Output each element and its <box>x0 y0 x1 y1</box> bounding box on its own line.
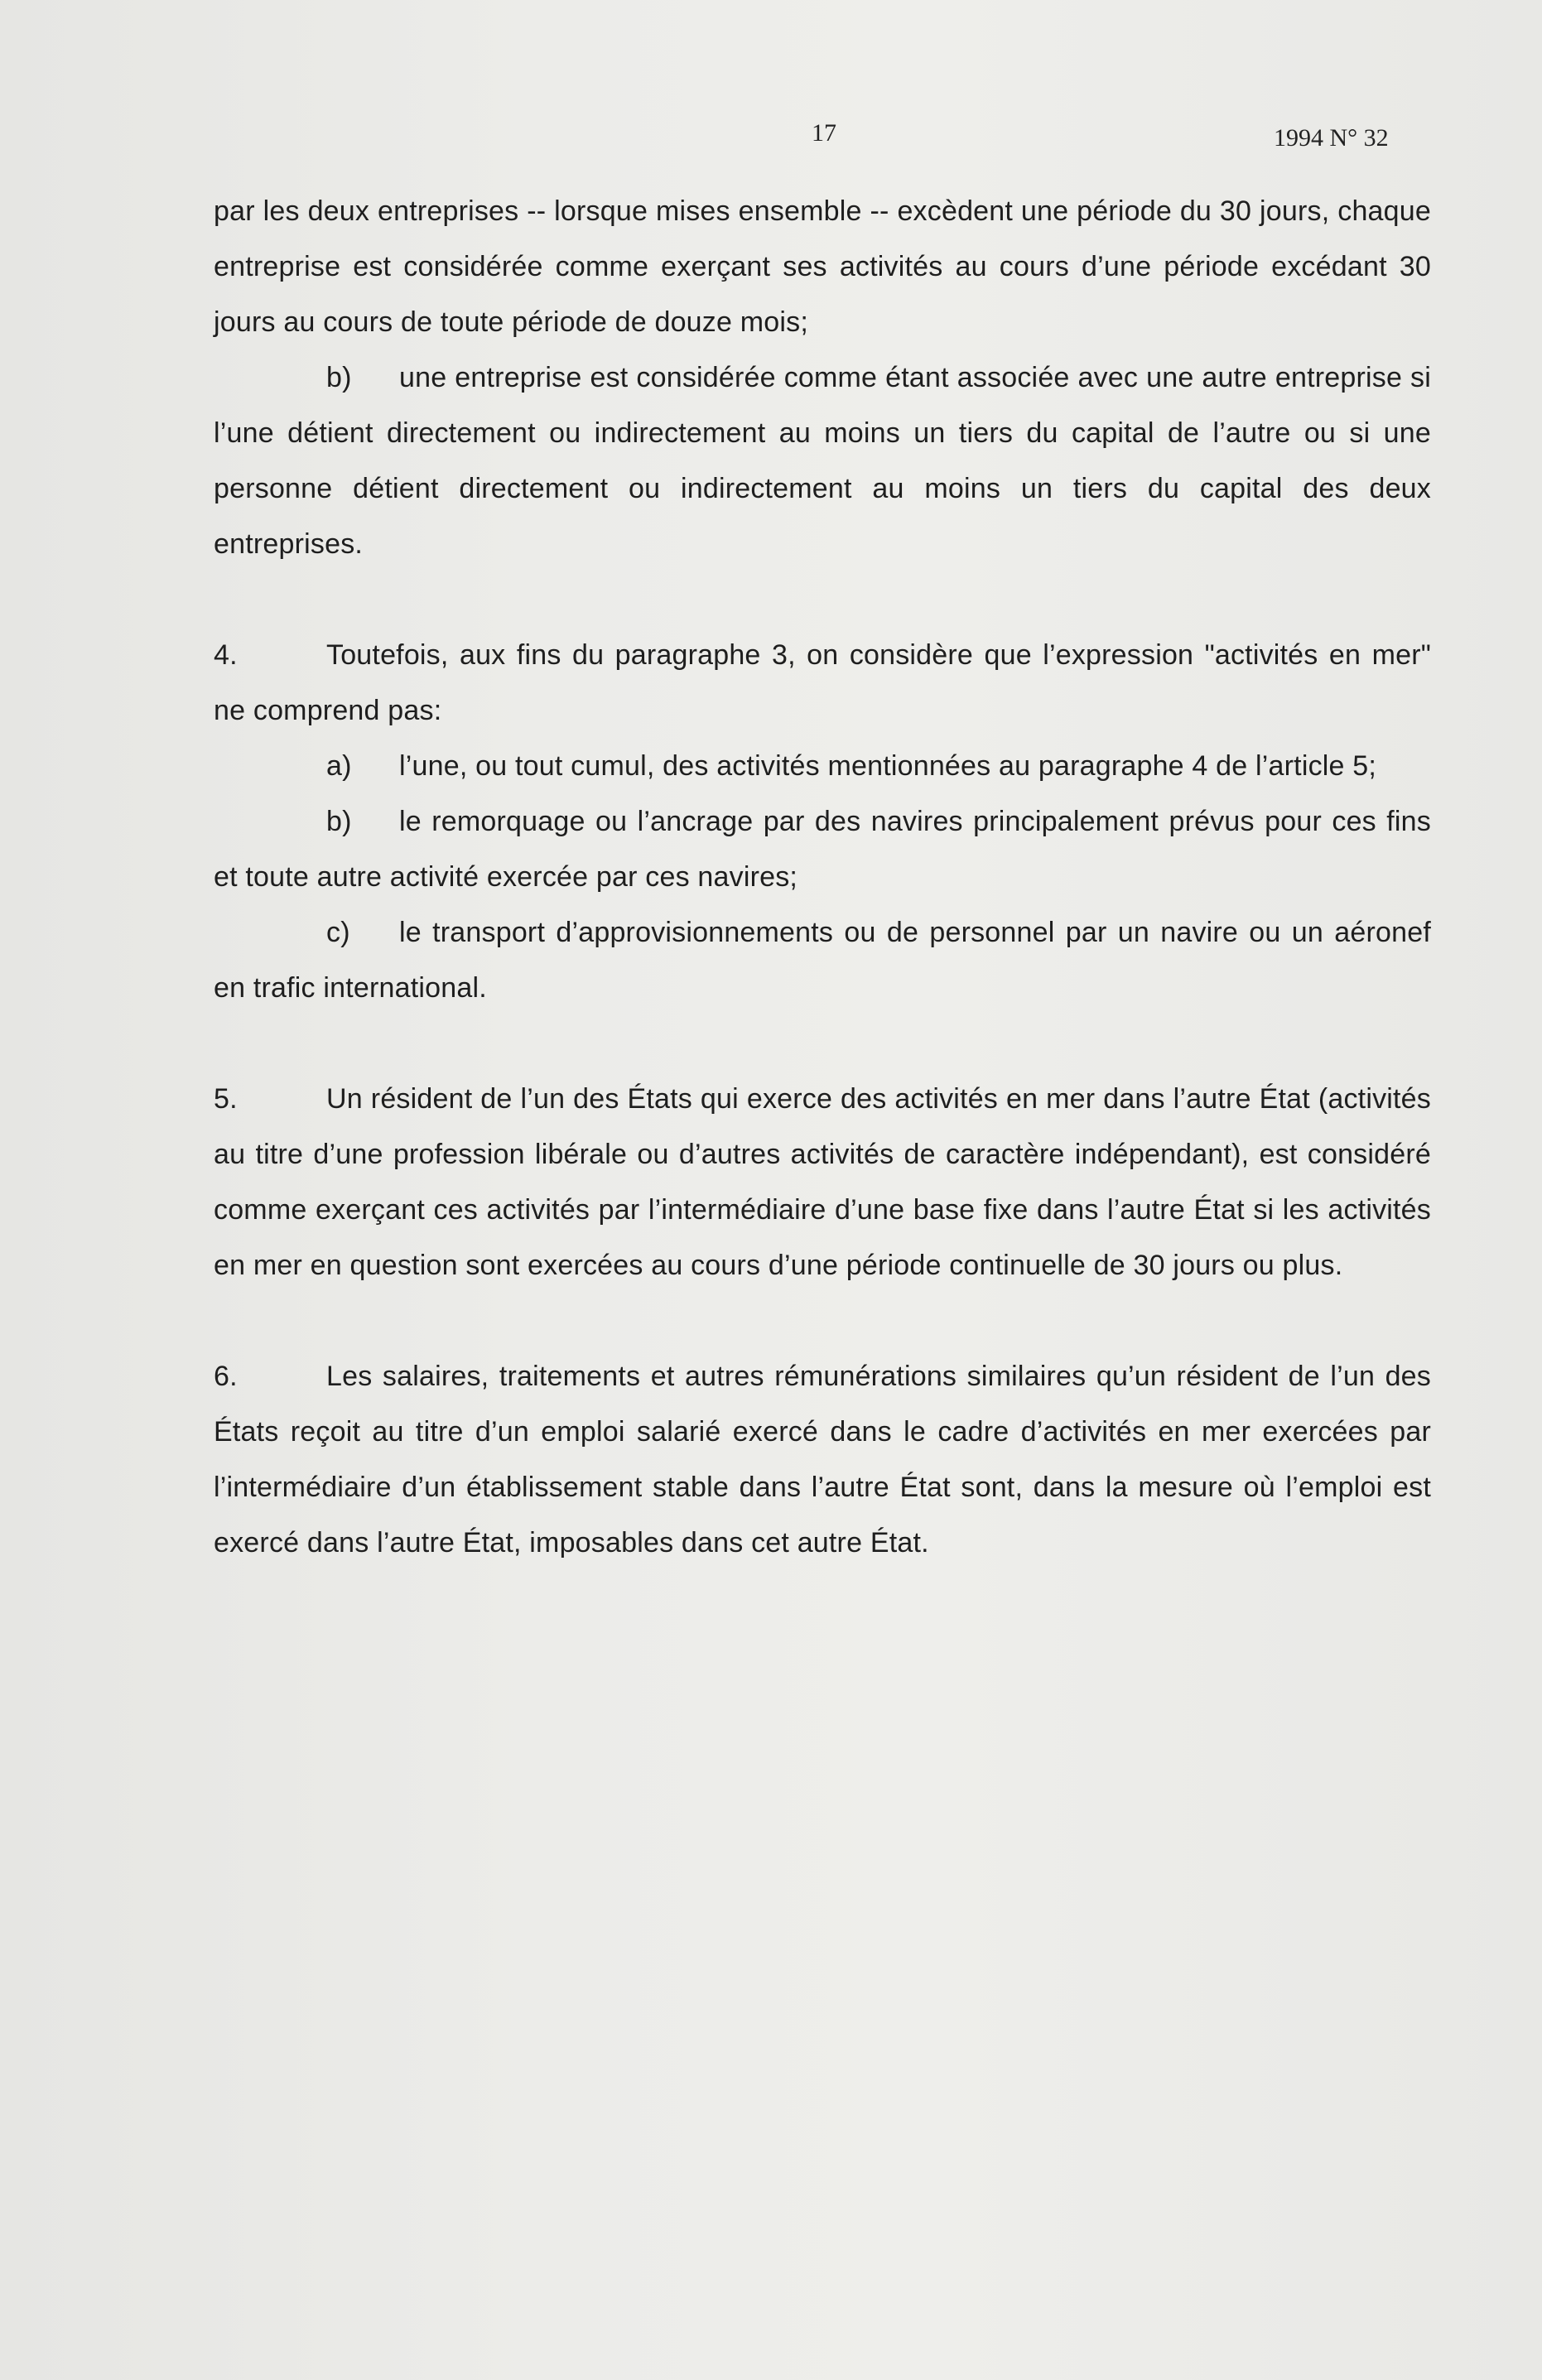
sub-item-a <box>214 739 1431 794</box>
page-header <box>0 119 1542 161</box>
sub-item-text: l’une, ou tout cumul, des activités mentionnées au paragraphe 4 de l’article 5; <box>399 750 1377 782</box>
document-body <box>214 184 1431 1571</box>
page-number: 17 <box>812 119 836 147</box>
paragraph-number: 6. <box>214 1361 238 1392</box>
sub-item-label: c) <box>326 917 350 948</box>
paragraph-4 <box>214 628 1431 739</box>
paragraph-6 <box>214 1349 1431 1571</box>
paragraph-text: Un résident de l’un des États qui exerce des activités en mer dans l’autre État (activités au titre d’une profession libérale ou d’autres activités de caractère indépendant), est considéré comme exerçant ces activités par l’intermédiaire d’une base fixe dans l’autre État si les activités en mer en question sont exercées au cours d’une période continuelle de 30 jours ou plus. <box>214 1083 1431 1281</box>
paragraph-text: Les salaires, traitements et autres rémunérations similaires qu’un résident de l’un des États reçoit au titre d’un emploi salarié exercé dans le cadre d’activités en mer exercées par l’intermédiaire d’un établissement stable dans l’autre État sont, dans la mesure où l’emploi est exercé dans l’autre État, imposables dans cet autre État. <box>214 1361 1431 1559</box>
paragraph-text: par les deux entreprises -- lorsque mises ensemble -- excèdent une période du 30 jours, chaque entreprise est considérée comme exerçant ses activités au cours d’une période excédant 30 jours au cours de toute période de douze mois; <box>214 195 1431 338</box>
sub-item-text: une entreprise est considérée comme étant associée avec une autre entreprise si l’une détient directement ou indirectement au moins un tiers du capital de l’autre ou si une personne détient directement ou indirectement au moins un tiers du capital des deux entreprises. <box>214 362 1431 560</box>
paragraph-number: 5. <box>214 1083 238 1115</box>
sub-item-label: b) <box>326 362 352 393</box>
paragraph-continuation <box>214 184 1431 350</box>
document-reference: 1994 N° 32 <box>1274 124 1389 152</box>
sub-item-c <box>214 905 1431 1016</box>
sub-item-text: le remorquage ou l’ancrage par des navires principalement prévus pour ces fins et toute autre activité exercée par ces navires; <box>214 806 1431 893</box>
sub-item-b <box>214 350 1431 572</box>
sub-item-label: b) <box>326 806 352 837</box>
paragraph-5 <box>214 1072 1431 1294</box>
paragraph-number: 4. <box>214 639 238 671</box>
paragraph-text: Toutefois, aux fins du paragraphe 3, on considère que l’expression "activités en mer" ne comprend pas: <box>214 639 1431 726</box>
sub-item-label: a) <box>326 750 352 782</box>
sub-item-text: le transport d’approvisionnements ou de personnel par un navire ou un aéronef en trafic international. <box>214 917 1431 1004</box>
sub-item-b <box>214 794 1431 905</box>
